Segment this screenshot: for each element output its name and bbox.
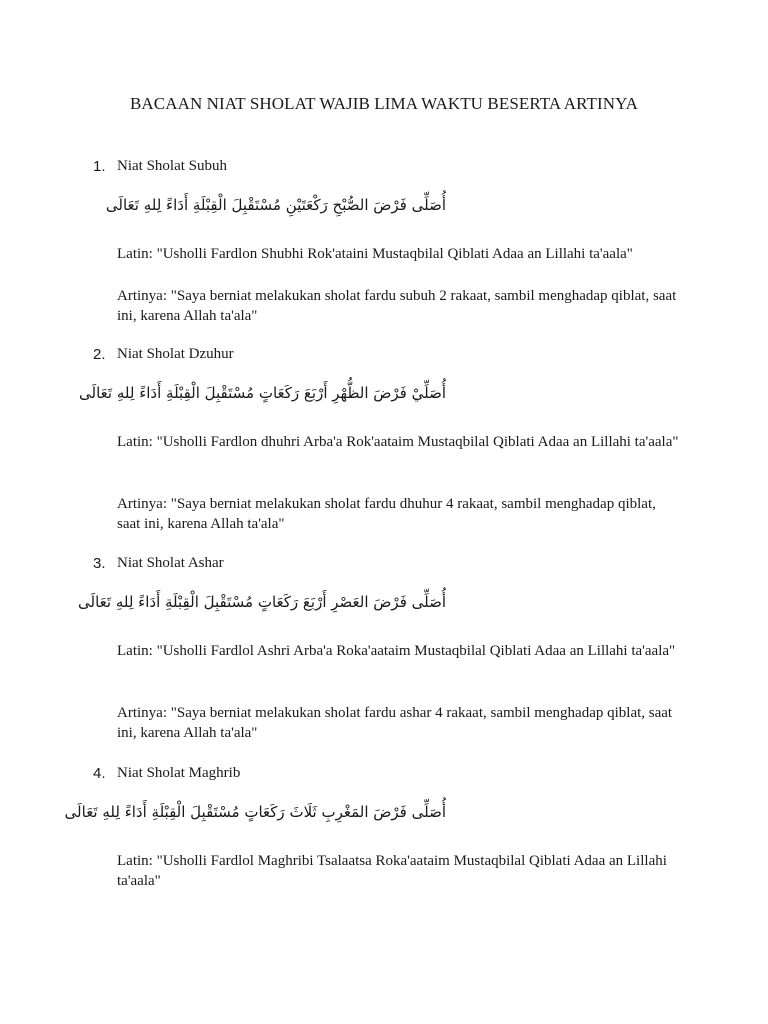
arabic-text: أُصَلِّى فَرْضَ الصُّبْحِ رَكْعَتَيْنِ مُسْتَقْبِلَ الْقِبْلَةِ أَدَاءً لِلهِ تَعَالَى (105, 196, 446, 214)
translation-text: Artinya: "Saya berniat melakukan sholat fardu subuh 2 rakaat, sambil menghadap qiblat, saat ini, karena Allah ta'ala" (117, 288, 677, 324)
list-number: 4. (93, 765, 106, 782)
latin-text: Latin: "Usholli Fardlon Shubhi Rok'ataini Mustaqbilal Qiblati Adaa an Lillahi ta'aala" (117, 246, 633, 262)
arabic-text: أُصَلِّيْ فَرْضَ الظُّهْرِ أَرْبَعَ رَكَعَاتٍ مُسْتَقْبِلَ الْقِبْلَةِ أَدَاءً لِلهِ تَعَالَى (79, 384, 446, 402)
latin-text: Latin: "Usholli Fardlol Maghribi Tsalaatsa Roka'aataim Mustaqbilal Qiblati Adaa an Lillahi ta'aala" (117, 853, 667, 889)
section-heading: Niat Sholat Ashar (117, 555, 224, 571)
list-number: 1. (93, 158, 106, 175)
latin-text: Latin: "Usholli Fardlol Ashri Arba'a Roka'aataim Mustaqbilal Qiblati Adaa an Lillahi ta'aala" (117, 643, 676, 659)
list-number: 2. (93, 346, 106, 363)
arabic-text: أُصَلِّى فَرْضَ العَصْرِ أَرْبَعَ رَكَعَاتٍ مُسْتَقْبِلَ الْقِبْلَةِ أَدَاءً لِلهِ تَعَالَى (78, 593, 446, 611)
section-heading: Niat Sholat Dzuhur (117, 346, 234, 362)
section-heading: Niat Sholat Subuh (117, 158, 228, 174)
document-title: BACAAN NIAT SHOLAT WAJIB LIMA WAKTU BESERTA ARTINYA (129, 94, 639, 113)
section-heading: Niat Sholat Maghrib (117, 765, 241, 781)
arabic-text: أُصَلِّى فَرْضَ المَغْرِبِ ثَلَاثَ رَكَعَاتٍ مُسْتَقْبِلَ الْقِبْلَةِ أَدَاءً لِلهِ تَعَالَى (64, 803, 446, 821)
translation-text: Artinya: "Saya berniat melakukan sholat fardu ashar 4 rakaat, sambil menghadap qiblat, saat ini, karena Allah ta'ala" (117, 705, 673, 741)
list-number: 3. (93, 555, 106, 572)
translation-text: Artinya: "Saya berniat melakukan sholat fardu dhuhur 4 rakaat, sambil menghadap qiblat, saat ini, karena Allah ta'ala" (117, 496, 656, 532)
latin-text: Latin: "Usholli Fardlon dhuhri Arba'a Rok'aataim Mustaqbilal Qiblati Adaa an Lillahi ta'aala" (117, 434, 679, 450)
